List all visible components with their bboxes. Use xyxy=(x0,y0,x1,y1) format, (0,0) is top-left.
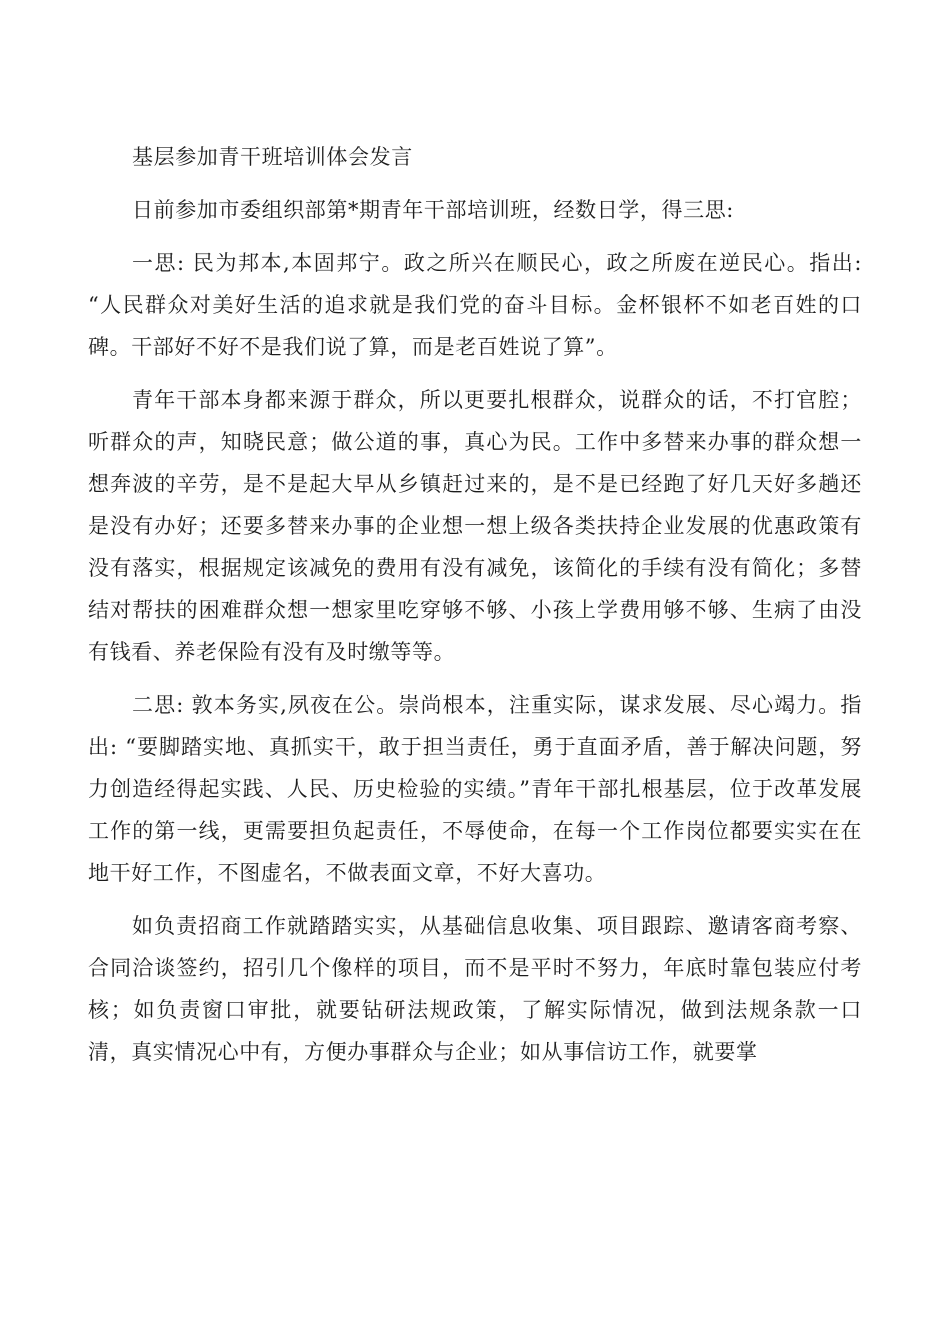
paragraph-work-examples: 如负责招商工作就踏踏实实，从基础信息收集、项目跟踪、邀请客商考察、合同洽谈签约，招引几个像样的项目，而不是平时不努力，年底时靠包装应付考核；如负责窗口审批，就要钻研法规政策，了解实际情况，做到法规条款一口清，真实情况心中有，方便办事群众与企业；如从事信访工作，就要掌 xyxy=(88,914,862,1064)
paragraph-intro: 日前参加市委组织部第*期青年干部培训班，经数日学，得三思: xyxy=(132,198,734,222)
paragraph-second-thought: 二思: 敦本务实,夙夜在公。崇尚根本，注重实际，谋求发展、尽心竭力。指出: “要脚踏实地、真抓实干，敢于担当责任，勇于直面矛盾，善于解决问题，努力创造经得起实践、人民、历史检验的实绩。”青年干部扎根基层，位于改革发展工作的第一线，更需要担负起责任，不辱使命，在每一个工作岗位都要实实在在地干好工作，不图虚名，不做表面文章，不好大喜功。 xyxy=(88,693,862,885)
document-body xyxy=(88,136,862,1084)
paragraph-serve-the-people: 青年干部本身都来源于群众，所以更要扎根群众，说群众的话，不打官腔；听群众的声，知晓民意；做公道的事，真心为民。工作中多替来办事的群众想一想奔波的辛劳，是不是起大早从乡镇赶过来的，是不是已经跑了好几天好多趟还是没有办好；还要多替来办事的企业想一想上级各类扶持企业发展的优惠政策有没有落实，根据规定该减免的费用有没有减免，该简化的手续有没有简化；多替结对帮扶的困难群众想一想家里吃穿够不够、小孩上学费用够不够、生病了由没有钱看、养老保险有没有及时缴等等。 xyxy=(88,388,862,664)
document-title: 基层参加青干班培训体会发言 xyxy=(132,145,413,169)
paragraph-first-thought: 一思: 民为邦本,本固邦宁。政之所兴在顺民心，政之所废在逆民心。指出: “人民群众对美好生活的追求就是我们党的奋斗目标。金杯银杯不如老百姓的口碑。干部好不好不是我们说了算，而是老百姓说了算”。 xyxy=(88,251,862,359)
